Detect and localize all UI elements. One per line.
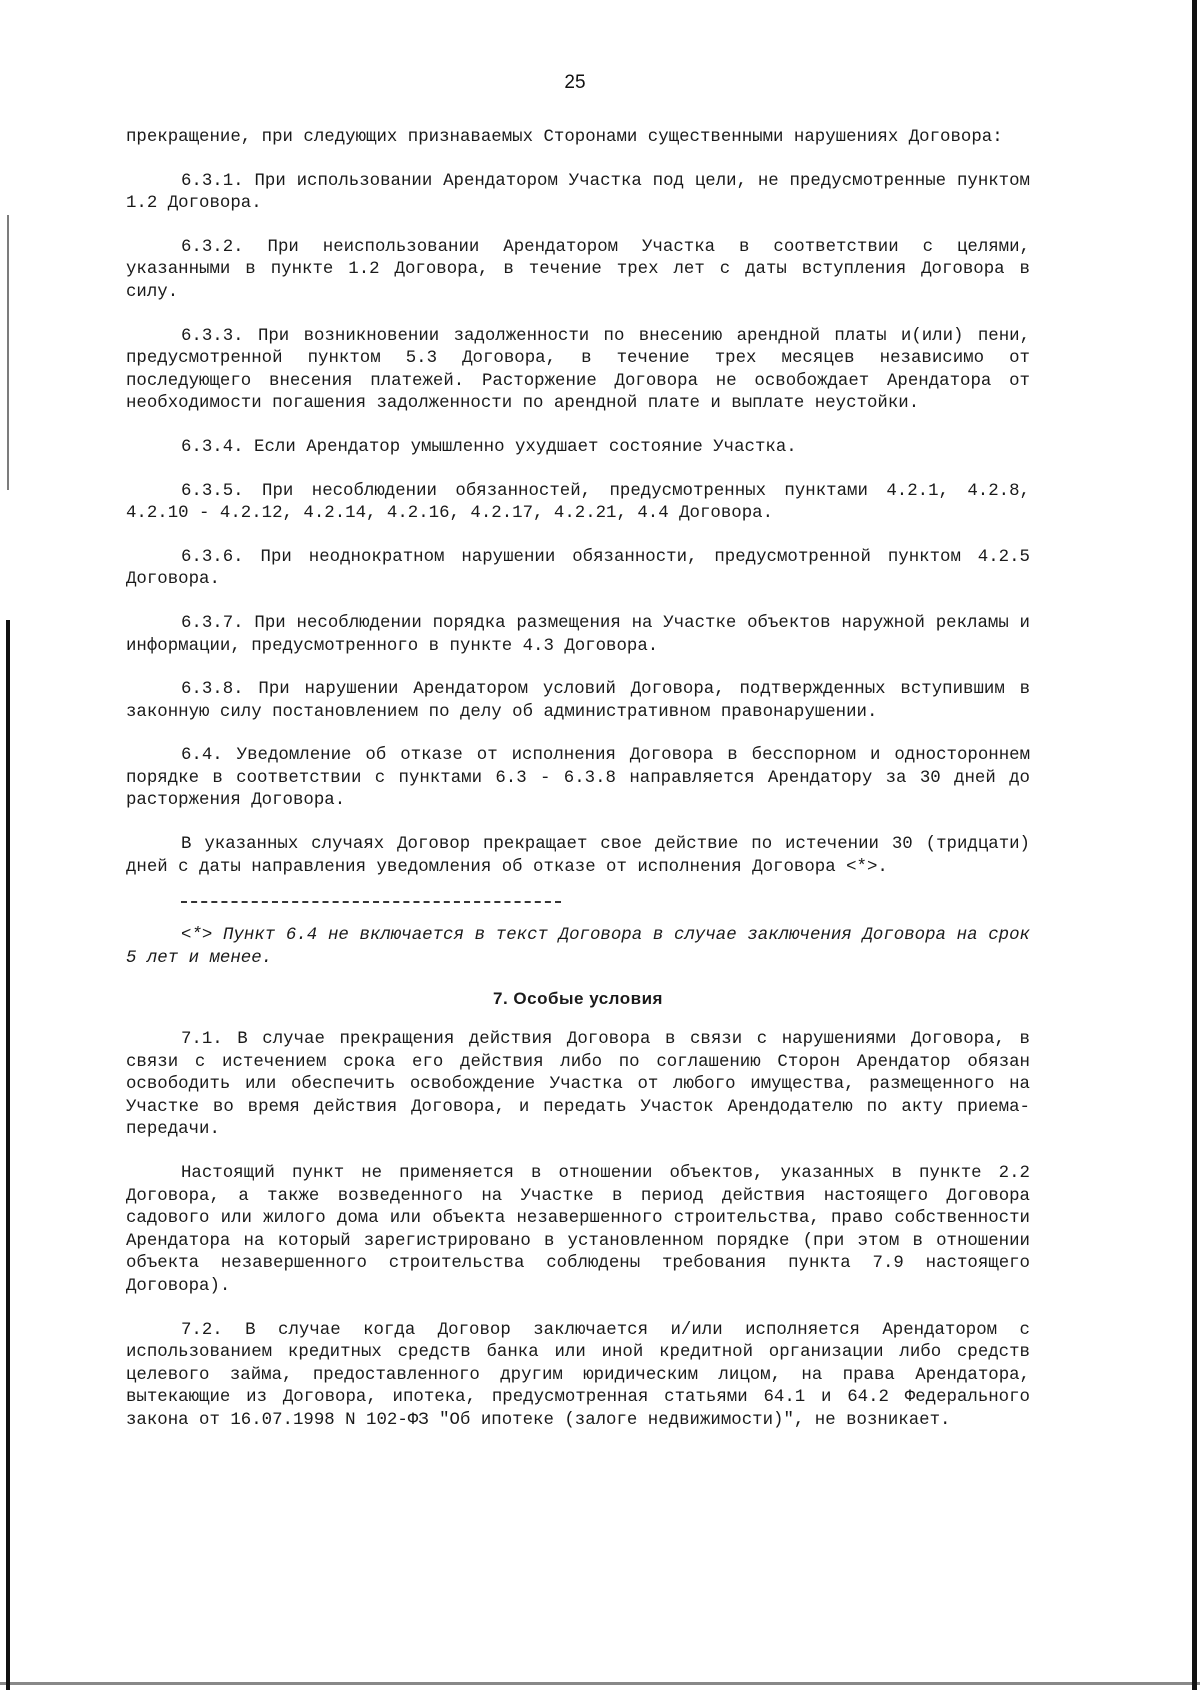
paragraph-6-3-8: 6.3.8. При нарушении Арендатором условий Договора, подтвержденных вступившим в законную силу постановлением по делу об административном правонарушении.	[126, 680, 1030, 722]
paragraph-7-1-exception: Настоящий пункт не применяется в отношении объектов, указанных в пункте 2.2 Договора, а также возведенного на Участке в период действия настоящего Договора садового или жилого дома или объекта незавершенного строительства, право собственности Арендатора на который зарегистрировано в установленном порядке (при этом в отношении объекта незавершенного строительства соблюдены требования пункта 7.9 настоящего Договора).	[126, 1164, 1030, 1296]
paragraph-6-3-4: 6.3.4. Если Арендатор умышленно ухудшает состояние Участка.	[181, 437, 797, 457]
document-body	[126, 127, 1030, 1454]
paragraph-6-3-3: 6.3.3. При возникновении задолженности по внесению арендной платы и(или) пени, предусмотренной пунктом 5.3 Договора, в течение трех месяцев независимо от последующего внесения платежей. Расторжение Договора не освобождает Арендатора от необходимости погашения задолженности по арендной плате и выплате неустойки.	[126, 326, 1030, 414]
page-number: 25	[564, 72, 586, 93]
footnote: <*> Пункт 6.4 не включается в текст Договора в случае заключения Договора на срок 5 лет и менее.	[126, 926, 1030, 968]
scan-edge-bottom	[0, 1682, 1200, 1685]
paragraph-6-3-2: 6.3.2. При неиспользовании Арендатором Участка в соответствии с целями, указанными в пункте 1.2 Договора, в течение трех лет с даты вступления Договора в силу.	[126, 237, 1030, 302]
paragraph-6-3-5: 6.3.5. При несоблюдении обязанностей, предусмотренных пунктами 4.2.1, 4.2.8, 4.2.10 - 4.2.12, 4.2.14, 4.2.16, 4.2.17, 4.2.21, 4.4 Договора.	[126, 481, 1030, 524]
paragraph-6-3-1: 6.3.1. При использовании Арендатором Участка под цели, не предусмотренные пунктом 1.2 Договора.	[126, 171, 1030, 214]
paragraph-6-4: 6.4. Уведомление об отказе от исполнения Договора в бесспорном и одностороннем порядке в соответствии с пунктами 6.3 - 6.3.8 направляется Арендатору за 30 дней до расторжения Договора.	[126, 746, 1030, 811]
footnote-separator	[181, 901, 561, 903]
paragraph-6-3-7: 6.3.7. При несоблюдении порядка размещения на Участке объектов наружной рекламы и информации, предусмотренного в пункте 4.3 Договора.	[126, 613, 1030, 656]
section-heading: 7. Особые условия	[493, 989, 663, 1009]
paragraph-7-2: 7.2. В случае когда Договор заключается и/или исполняется Арендатором с использованием кредитных средств банка или иной кредитной организации либо средств целевого займа, предоставленного другим юридическим лицом, на права Арендатора, вытекающие из Договора, ипотека, предусмотренная статьями 64.1 и 64.2 Федерального закона от 16.07.1998 N 102-ФЗ "Об ипотеке (залоге недвижимости)", не возникает.	[126, 1320, 1030, 1430]
paragraph-intro: прекращение, при следующих признаваемых Сторонами существенными нарушениях Договора:	[126, 128, 1003, 147]
scan-edge-left-upper	[7, 215, 9, 490]
scan-edge-left-lower	[6, 620, 10, 1690]
paragraph-6-4-notice: В указанных случаях Договор прекращает свое действие по истечении 30 (тридцати) дней с даты направления уведомления об отказе от исполнения Договора <*>.	[126, 835, 1030, 877]
scan-edge-right	[1192, 0, 1197, 1690]
paragraph-6-3-6: 6.3.6. При неоднократном нарушении обязанности, предусмотренной пунктом 4.2.5 Договора.	[126, 547, 1030, 590]
paragraph-7-1: 7.1. В случае прекращения действия Договора в связи с нарушениями Договора, в связи с истечением срока его действия либо по соглашению Сторон Арендатор обязан освободить или обеспечить освобождение Участка от любого имущества, размещенного на Участке во время действия Договора, и передать Участок Арендодателю по акту приема-передачи.	[126, 1030, 1030, 1140]
